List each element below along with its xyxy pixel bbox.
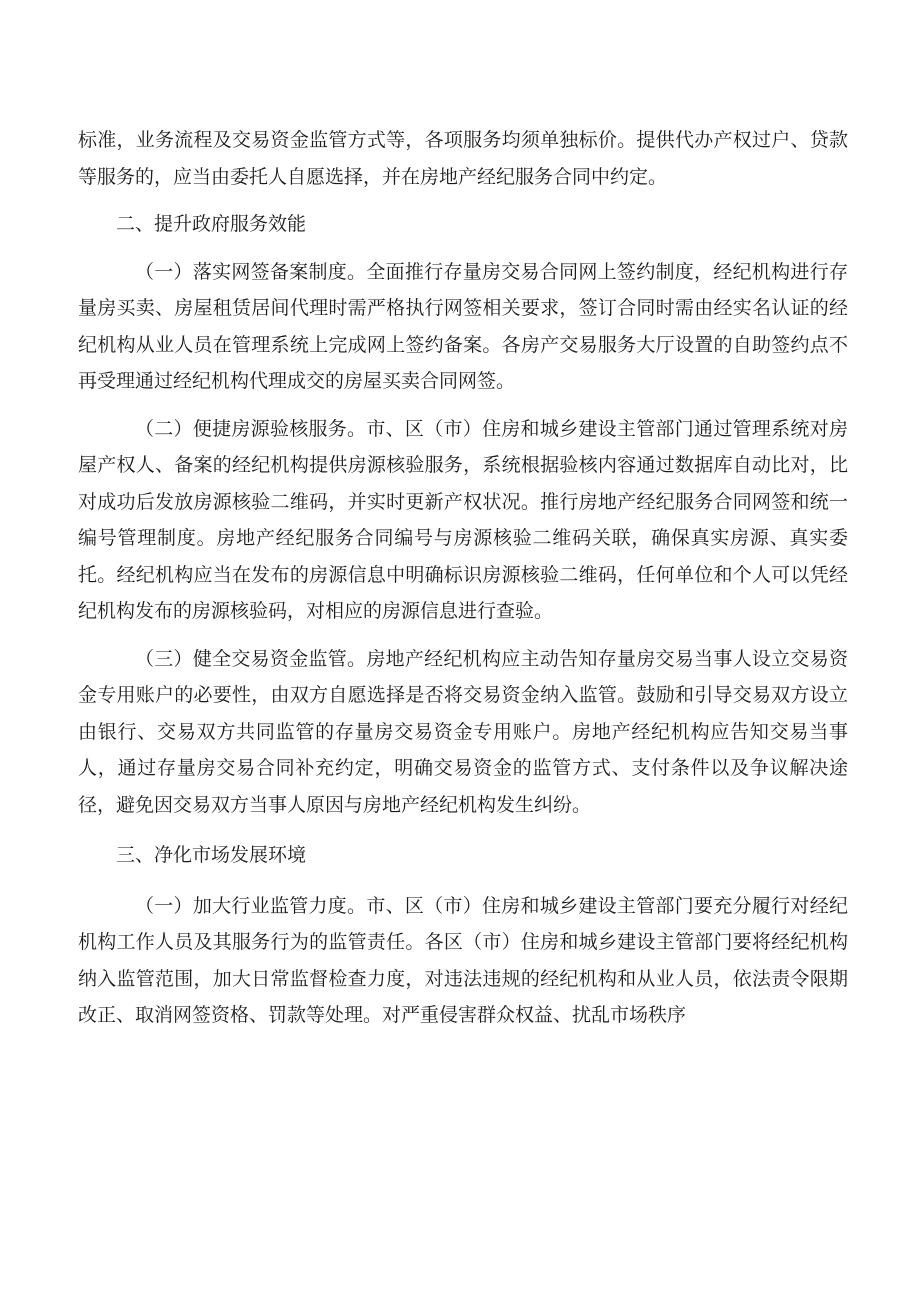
section-heading-3: 三、净化市场发展环境	[116, 844, 307, 866]
paragraph-listing-verification: （二）便捷房源验核服务。市、区（市）住房和城乡建设主管部门通过管理系统对房屋产权人、备案的经纪机构提供房源核验服务，系统根据验核内容通过数据库自动比对，比对成功后发放房源核验二维码，并实时更新产权状况。推行房地产经纪服务合同网签和统一编号管理制度。房地产经纪服务合同编号与房源核验二维码关联，确保真实房源、真实委托。经纪机构应当在发布的房源信息中明确标识房源核验二维码，任何单位和个人可以凭经纪机构发布的房源核验码，对相应的房源信息进行查验。	[78, 417, 848, 622]
document-page	[78, 122, 848, 1034]
paragraph-industry-supervision: （一）加大行业监管力度。市、区（市）住房和城乡建设主管部门要充分履行对经纪机构工作人员及其服务行为的监管责任。各区（市）住房和城乡建设主管部门要将经纪机构纳入监管范围，加大日常监督检查力度，对违法违规的经纪机构和从业人员，依法责令限期改正、取消网签资格、罚款等处理。对严重侵害群众权益、扰乱市场秩序	[78, 894, 848, 1026]
paragraph-fund-supervision: （三）健全交易资金监管。房地产经纪机构应主动告知存量房交易当事人设立交易资金专用账户的必要性，由双方自愿选择是否将交易资金纳入监管。鼓励和引导交易双方设立由银行、交易双方共同监管的存量房交易资金专用账户。房地产经纪机构应告知交易当事人，通过存量房交易合同补充约定，明确交易资金的监管方式、支付条件以及争议解决途径，避免因交易双方当事人原因与房地产经纪机构发生纠纷。	[78, 647, 848, 816]
section-heading-2: 二、提升政府服务效能	[116, 213, 307, 235]
paragraph-online-signing: （一）落实网签备案制度。全面推行存量房交易合同网上签约制度，经纪机构进行存量房买卖、房屋租赁居间代理时需严格执行网签相关要求，签订合同时需由经实名认证的经纪机构从业人员在管理系统上完成网上签约备案。各房产交易服务大厅设置的自助签约点不再受理通过经纪机构代理成交的房屋买卖合同网签。	[78, 260, 848, 392]
paragraph-service-pricing: 标准，业务流程及交易资金监管方式等，各项服务均须单独标价。提供代办产权过户、贷款等服务的，应当由委托人自愿选择，并在房地产经纪服务合同中约定。	[78, 129, 848, 188]
